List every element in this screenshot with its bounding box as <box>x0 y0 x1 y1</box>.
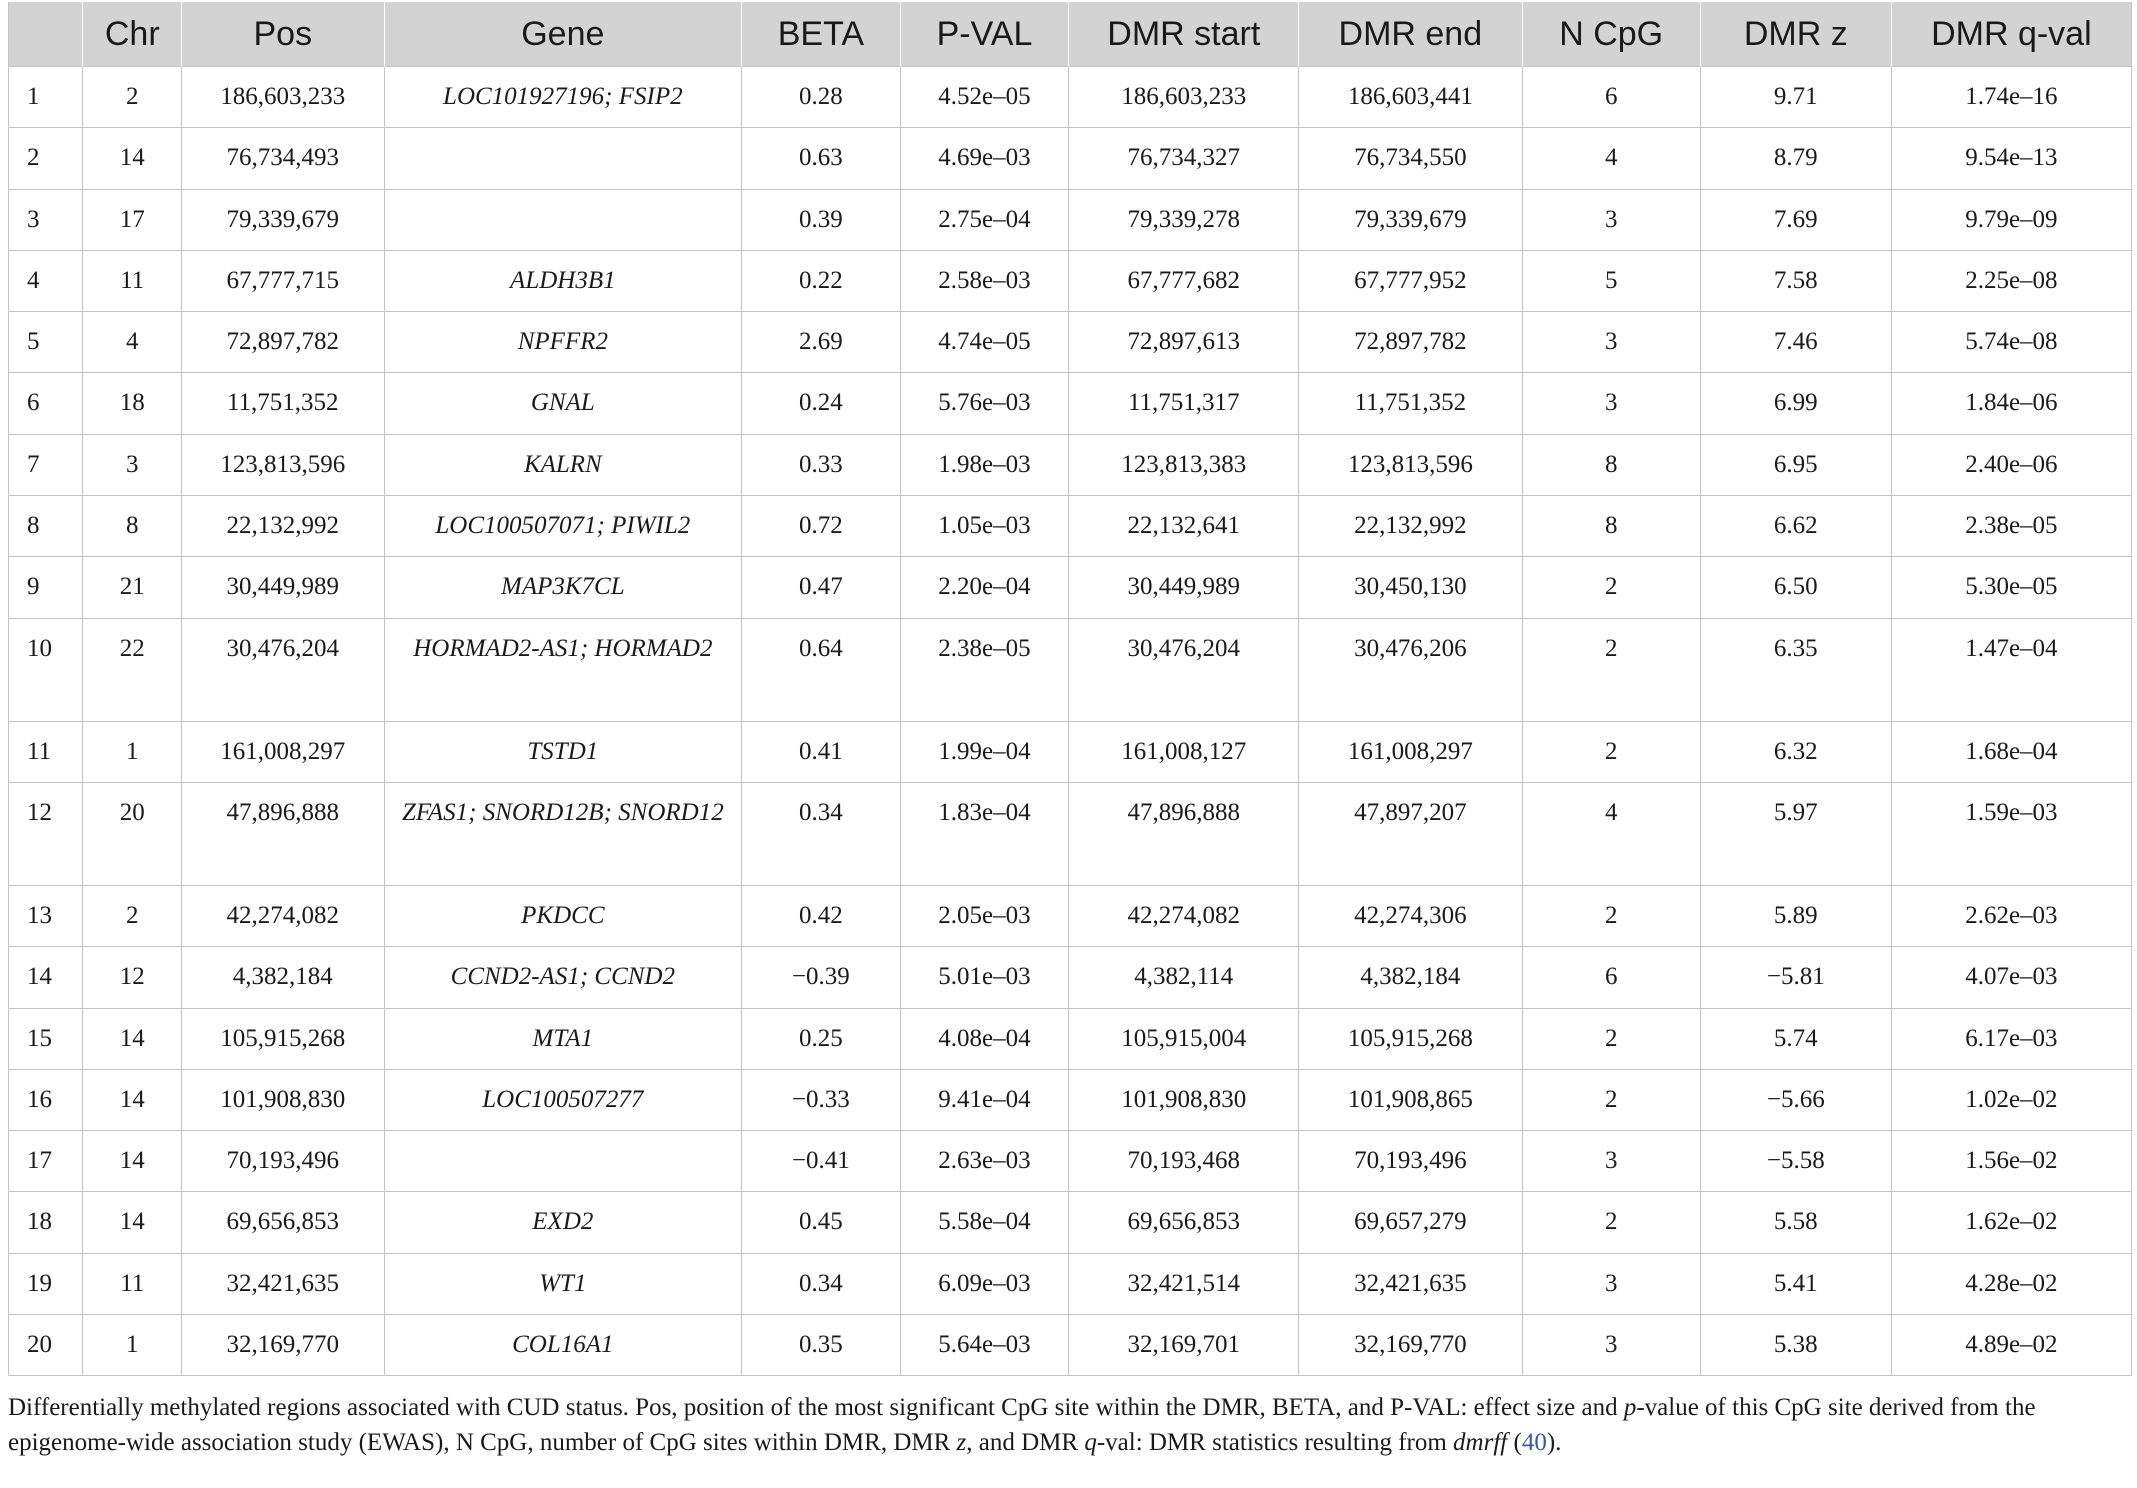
beta-cell: 0.42 <box>742 885 900 946</box>
row-index-cell: 15 <box>9 1008 83 1069</box>
table-row <box>9 1069 2132 1130</box>
pos-cell: 4,382,184 <box>182 947 384 1008</box>
column-header: Gene <box>384 2 742 67</box>
pval-cell: 5.76e–03 <box>900 373 1069 434</box>
table-row <box>9 1315 2132 1376</box>
beta-cell: 0.34 <box>742 782 900 885</box>
n-cpg-cell: 3 <box>1522 373 1700 434</box>
dmr-qval-cell: 9.54e–13 <box>1891 128 2131 189</box>
dmr-start-cell: 67,777,682 <box>1069 250 1299 311</box>
pval-cell: 2.38e–05 <box>900 618 1069 721</box>
pval-cell: 5.64e–03 <box>900 1315 1069 1376</box>
dmr-z-cell: 5.97 <box>1700 782 1891 885</box>
gene-cell: EXD2 <box>384 1192 742 1253</box>
dmr-z-cell: 5.74 <box>1700 1008 1891 1069</box>
pval-cell: 5.58e–04 <box>900 1192 1069 1253</box>
pos-cell: 22,132,992 <box>182 496 384 557</box>
gene-cell <box>384 1131 742 1192</box>
beta-cell: 0.35 <box>742 1315 900 1376</box>
chr-cell: 22 <box>83 618 182 721</box>
dmr-end-cell: 123,813,596 <box>1299 434 1522 495</box>
table-row <box>9 373 2132 434</box>
dmr-start-cell: 30,476,204 <box>1069 618 1299 721</box>
gene-cell: MTA1 <box>384 1008 742 1069</box>
row-index-cell: 2 <box>9 128 83 189</box>
gene-cell: LOC101927196; FSIP2 <box>384 67 742 128</box>
dmr-qval-cell: 2.25e–08 <box>1891 250 2131 311</box>
dmr-z-cell: 6.35 <box>1700 618 1891 721</box>
gene-cell: LOC100507071; PIWIL2 <box>384 496 742 557</box>
dmr-start-cell: 4,382,114 <box>1069 947 1299 1008</box>
pos-cell: 47,896,888 <box>182 782 384 885</box>
dmr-qval-cell: 5.30e–05 <box>1891 557 2131 618</box>
dmr-end-cell: 32,169,770 <box>1299 1315 1522 1376</box>
table-row <box>9 250 2132 311</box>
caption-text: -val: DMR statistics resulting from <box>1096 1429 1454 1457</box>
column-header: DMR z <box>1700 2 1891 67</box>
beta-cell: 0.47 <box>742 557 900 618</box>
row-index-cell: 5 <box>9 312 83 373</box>
gene-cell: WT1 <box>384 1253 742 1314</box>
table-row <box>9 947 2132 1008</box>
n-cpg-cell: 2 <box>1522 885 1700 946</box>
pval-cell: 2.75e–04 <box>900 189 1069 250</box>
chr-cell: 4 <box>83 312 182 373</box>
pval-cell: 1.05e–03 <box>900 496 1069 557</box>
dmr-start-cell: 47,896,888 <box>1069 782 1299 885</box>
n-cpg-cell: 3 <box>1522 312 1700 373</box>
dmr-qval-cell: 1.62e–02 <box>1891 1192 2131 1253</box>
beta-cell: 0.41 <box>742 721 900 782</box>
dmr-z-cell: 5.41 <box>1700 1253 1891 1314</box>
dmr-z-cell: 5.38 <box>1700 1315 1891 1376</box>
chr-cell: 18 <box>83 373 182 434</box>
chr-cell: 20 <box>83 782 182 885</box>
n-cpg-cell: 2 <box>1522 1069 1700 1130</box>
pval-cell: 1.83e–04 <box>900 782 1069 885</box>
row-index-cell: 4 <box>9 250 83 311</box>
table-row <box>9 721 2132 782</box>
pos-cell: 72,897,782 <box>182 312 384 373</box>
table-caption <box>8 1390 2132 1460</box>
table-body <box>9 67 2132 1376</box>
column-header: DMR q-val <box>1891 2 2131 67</box>
dmr-start-cell: 186,603,233 <box>1069 67 1299 128</box>
dmr-start-cell: 11,751,317 <box>1069 373 1299 434</box>
table-row <box>9 618 2132 721</box>
row-index-cell: 14 <box>9 947 83 1008</box>
table-row <box>9 434 2132 495</box>
pval-cell: 4.74e–05 <box>900 312 1069 373</box>
dmr-end-cell: 186,603,441 <box>1299 67 1522 128</box>
row-index-cell: 19 <box>9 1253 83 1314</box>
dmr-end-cell: 69,657,279 <box>1299 1192 1522 1253</box>
pval-cell: 1.99e–04 <box>900 721 1069 782</box>
n-cpg-cell: 2 <box>1522 1008 1700 1069</box>
chr-cell: 8 <box>83 496 182 557</box>
pval-cell: 4.69e–03 <box>900 128 1069 189</box>
pval-cell: 9.41e–04 <box>900 1069 1069 1130</box>
pval-cell: 6.09e–03 <box>900 1253 1069 1314</box>
row-index-cell: 20 <box>9 1315 83 1376</box>
dmr-z-cell: 6.95 <box>1700 434 1891 495</box>
gene-cell <box>384 128 742 189</box>
beta-cell: 0.64 <box>742 618 900 721</box>
n-cpg-cell: 5 <box>1522 250 1700 311</box>
chr-cell: 12 <box>83 947 182 1008</box>
chr-cell: 14 <box>83 1069 182 1130</box>
gene-cell: COL16A1 <box>384 1315 742 1376</box>
pval-cell: 2.63e–03 <box>900 1131 1069 1192</box>
dmr-qval-cell: 2.40e–06 <box>1891 434 2131 495</box>
dmr-z-cell: 5.89 <box>1700 885 1891 946</box>
dmr-z-cell: 7.46 <box>1700 312 1891 373</box>
column-header: Chr <box>83 2 182 67</box>
gene-cell: CCND2-AS1; CCND2 <box>384 947 742 1008</box>
chr-cell: 14 <box>83 1192 182 1253</box>
row-index-cell: 10 <box>9 618 83 721</box>
pos-cell: 101,908,830 <box>182 1069 384 1130</box>
reference-link[interactable]: 40 <box>1521 1429 1547 1457</box>
table-row <box>9 189 2132 250</box>
pos-cell: 186,603,233 <box>182 67 384 128</box>
column-header: BETA <box>742 2 900 67</box>
dmr-start-cell: 72,897,613 <box>1069 312 1299 373</box>
n-cpg-cell: 4 <box>1522 128 1700 189</box>
dmr-qval-cell: 1.68e–04 <box>1891 721 2131 782</box>
gene-cell <box>384 189 742 250</box>
dmr-qval-cell: 1.56e–02 <box>1891 1131 2131 1192</box>
dmr-qval-cell: 5.74e–08 <box>1891 312 2131 373</box>
table-row <box>9 885 2132 946</box>
n-cpg-cell: 3 <box>1522 1131 1700 1192</box>
dmr-z-cell: 6.50 <box>1700 557 1891 618</box>
column-header: Pos <box>182 2 384 67</box>
pos-cell: 79,339,679 <box>182 189 384 250</box>
dmr-start-cell: 69,656,853 <box>1069 1192 1299 1253</box>
row-index-cell: 18 <box>9 1192 83 1253</box>
n-cpg-cell: 4 <box>1522 782 1700 885</box>
dmr-z-cell: −5.81 <box>1700 947 1891 1008</box>
pos-cell: 67,777,715 <box>182 250 384 311</box>
pos-cell: 32,169,770 <box>182 1315 384 1376</box>
dmr-end-cell: 70,193,496 <box>1299 1131 1522 1192</box>
table-row <box>9 1131 2132 1192</box>
beta-cell: 0.22 <box>742 250 900 311</box>
gene-cell: NPFFR2 <box>384 312 742 373</box>
row-index-cell: 3 <box>9 189 83 250</box>
gene-cell: MAP3K7CL <box>384 557 742 618</box>
dmr-end-cell: 11,751,352 <box>1299 373 1522 434</box>
dmr-qval-cell: 6.17e–03 <box>1891 1008 2131 1069</box>
caption-text: , and DMR <box>966 1429 1085 1457</box>
dmr-end-cell: 101,908,865 <box>1299 1069 1522 1130</box>
dmr-start-cell: 22,132,641 <box>1069 496 1299 557</box>
n-cpg-cell: 8 <box>1522 496 1700 557</box>
column-header: P-VAL <box>900 2 1069 67</box>
n-cpg-cell: 2 <box>1522 1192 1700 1253</box>
row-index-cell: 16 <box>9 1069 83 1130</box>
dmr-qval-cell: 2.38e–05 <box>1891 496 2131 557</box>
chr-cell: 3 <box>83 434 182 495</box>
pval-cell: 5.01e–03 <box>900 947 1069 1008</box>
table-row <box>9 312 2132 373</box>
dmr-z-cell: 8.79 <box>1700 128 1891 189</box>
pos-cell: 32,421,635 <box>182 1253 384 1314</box>
beta-cell: −0.39 <box>742 947 900 1008</box>
column-header: DMR end <box>1299 2 1522 67</box>
pval-cell: 1.98e–03 <box>900 434 1069 495</box>
pos-cell: 123,813,596 <box>182 434 384 495</box>
dmr-z-cell: 6.99 <box>1700 373 1891 434</box>
dmr-start-cell: 70,193,468 <box>1069 1131 1299 1192</box>
dmr-qval-cell: 9.79e–09 <box>1891 189 2131 250</box>
caption-tool-name: dmrff <box>1453 1429 1508 1457</box>
n-cpg-cell: 6 <box>1522 947 1700 1008</box>
dmr-end-cell: 30,476,206 <box>1299 618 1522 721</box>
dmr-start-cell: 161,008,127 <box>1069 721 1299 782</box>
gene-cell: PKDCC <box>384 885 742 946</box>
n-cpg-cell: 3 <box>1522 1315 1700 1376</box>
table-row <box>9 67 2132 128</box>
table-row <box>9 128 2132 189</box>
row-index-cell: 12 <box>9 782 83 885</box>
dmr-end-cell: 161,008,297 <box>1299 721 1522 782</box>
dmr-qval-cell: 1.47e–04 <box>1891 618 2131 721</box>
pos-cell: 76,734,493 <box>182 128 384 189</box>
beta-cell: 0.34 <box>742 1253 900 1314</box>
dmr-z-cell: 7.58 <box>1700 250 1891 311</box>
table-row <box>9 1008 2132 1069</box>
beta-cell: 0.25 <box>742 1008 900 1069</box>
pos-cell: 30,476,204 <box>182 618 384 721</box>
dmr-z-cell: 5.58 <box>1700 1192 1891 1253</box>
dmr-start-cell: 101,908,830 <box>1069 1069 1299 1130</box>
beta-cell: 0.45 <box>742 1192 900 1253</box>
row-index-cell: 1 <box>9 67 83 128</box>
table-row <box>9 1192 2132 1253</box>
n-cpg-cell: 8 <box>1522 434 1700 495</box>
caption-text: Differentially methylated regions associated with CUD status. Pos, position of the most significant CpG site within the DMR, BETA, and P-VAL: effect size and <box>8 1394 1624 1422</box>
n-cpg-cell: 2 <box>1522 557 1700 618</box>
dmr-z-cell: −5.66 <box>1700 1069 1891 1130</box>
row-index-cell: 11 <box>9 721 83 782</box>
column-header: N CpG <box>1522 2 1700 67</box>
gene-cell: LOC100507277 <box>384 1069 742 1130</box>
table-row <box>9 496 2132 557</box>
chr-cell: 2 <box>83 885 182 946</box>
dmr-start-cell: 105,915,004 <box>1069 1008 1299 1069</box>
table-row <box>9 557 2132 618</box>
dmr-qval-cell: 1.74e–16 <box>1891 67 2131 128</box>
n-cpg-cell: 3 <box>1522 1253 1700 1314</box>
dmr-start-cell: 76,734,327 <box>1069 128 1299 189</box>
n-cpg-cell: 2 <box>1522 721 1700 782</box>
dmr-end-cell: 22,132,992 <box>1299 496 1522 557</box>
caption-z-italic: z <box>956 1429 967 1457</box>
dmr-z-cell: 7.69 <box>1700 189 1891 250</box>
n-cpg-cell: 2 <box>1522 618 1700 721</box>
dmr-end-cell: 30,450,130 <box>1299 557 1522 618</box>
pos-cell: 70,193,496 <box>182 1131 384 1192</box>
pval-cell: 2.05e–03 <box>900 885 1069 946</box>
beta-cell: 0.63 <box>742 128 900 189</box>
chr-cell: 21 <box>83 557 182 618</box>
dmr-end-cell: 32,421,635 <box>1299 1253 1522 1314</box>
dmr-start-cell: 32,421,514 <box>1069 1253 1299 1314</box>
pos-cell: 69,656,853 <box>182 1192 384 1253</box>
pos-cell: 161,008,297 <box>182 721 384 782</box>
beta-cell: 0.33 <box>742 434 900 495</box>
row-index-cell: 13 <box>9 885 83 946</box>
pval-cell: 4.52e–05 <box>900 67 1069 128</box>
dmr-qval-cell: 4.07e–03 <box>1891 947 2131 1008</box>
pval-cell: 4.08e–04 <box>900 1008 1069 1069</box>
beta-cell: 0.24 <box>742 373 900 434</box>
dmr-z-cell: 6.32 <box>1700 721 1891 782</box>
dmr-qval-cell: 1.84e–06 <box>1891 373 2131 434</box>
dmr-end-cell: 42,274,306 <box>1299 885 1522 946</box>
row-index-cell: 8 <box>9 496 83 557</box>
dmr-qval-cell: 1.59e–03 <box>1891 782 2131 885</box>
header-row <box>9 2 2132 67</box>
caption-text: ( <box>1507 1429 1522 1457</box>
chr-cell: 14 <box>83 1008 182 1069</box>
beta-cell: −0.33 <box>742 1069 900 1130</box>
dmr-z-cell: 6.62 <box>1700 496 1891 557</box>
beta-cell: 0.28 <box>742 67 900 128</box>
chr-cell: 11 <box>83 1253 182 1314</box>
dmr-end-cell: 4,382,184 <box>1299 947 1522 1008</box>
n-cpg-cell: 6 <box>1522 67 1700 128</box>
dmr-start-cell: 32,169,701 <box>1069 1315 1299 1376</box>
dmr-start-cell: 42,274,082 <box>1069 885 1299 946</box>
dmr-qval-cell: 1.02e–02 <box>1891 1069 2131 1130</box>
dmr-end-cell: 72,897,782 <box>1299 312 1522 373</box>
chr-cell: 1 <box>83 721 182 782</box>
chr-cell: 2 <box>83 67 182 128</box>
dmr-start-cell: 79,339,278 <box>1069 189 1299 250</box>
dmr-end-cell: 76,734,550 <box>1299 128 1522 189</box>
dmr-z-cell: 9.71 <box>1700 67 1891 128</box>
n-cpg-cell: 3 <box>1522 189 1700 250</box>
chr-cell: 1 <box>83 1315 182 1376</box>
table-row <box>9 1253 2132 1314</box>
table-header <box>9 2 2132 67</box>
pval-cell: 2.20e–04 <box>900 557 1069 618</box>
beta-cell: 0.39 <box>742 189 900 250</box>
table-row <box>9 782 2132 885</box>
dmr-qval-cell: 4.28e–02 <box>1891 1253 2131 1314</box>
beta-cell: 0.72 <box>742 496 900 557</box>
caption-q-italic: q <box>1084 1429 1097 1457</box>
gene-cell: GNAL <box>384 373 742 434</box>
dmr-end-cell: 105,915,268 <box>1299 1008 1522 1069</box>
dmr-end-cell: 47,897,207 <box>1299 782 1522 885</box>
chr-cell: 14 <box>83 128 182 189</box>
chr-cell: 17 <box>83 189 182 250</box>
dmr-end-cell: 79,339,679 <box>1299 189 1522 250</box>
caption-text: ). <box>1546 1429 1562 1457</box>
caption-p-italic: p <box>1623 1394 1637 1422</box>
row-index-cell: 17 <box>9 1131 83 1192</box>
caption-text: -value of this CpG site derived from the epigenome-wide association study (EWAS), N CpG, number of CpG sites within DMR, DMR <box>8 1394 2036 1457</box>
dmr-z-cell: −5.58 <box>1700 1131 1891 1192</box>
beta-cell: 2.69 <box>742 312 900 373</box>
pos-cell: 30,449,989 <box>182 557 384 618</box>
row-index-cell: 9 <box>9 557 83 618</box>
row-index-cell: 7 <box>9 434 83 495</box>
dmr-qval-cell: 2.62e–03 <box>1891 885 2131 946</box>
chr-cell: 11 <box>83 250 182 311</box>
dmr-start-cell: 123,813,383 <box>1069 434 1299 495</box>
dmr-table <box>8 2 2132 1376</box>
gene-cell: HORMAD2-AS1; HORMAD2 <box>384 618 742 721</box>
gene-cell: ALDH3B1 <box>384 250 742 311</box>
column-header: DMR start <box>1069 2 1299 67</box>
pos-cell: 11,751,352 <box>182 373 384 434</box>
pval-cell: 2.58e–03 <box>900 250 1069 311</box>
gene-cell: TSTD1 <box>384 721 742 782</box>
beta-cell: −0.41 <box>742 1131 900 1192</box>
gene-cell: KALRN <box>384 434 742 495</box>
column-header <box>9 2 83 67</box>
gene-cell: ZFAS1; SNORD12B; SNORD12 <box>384 782 742 885</box>
chr-cell: 14 <box>83 1131 182 1192</box>
dmr-start-cell: 30,449,989 <box>1069 557 1299 618</box>
dmr-qval-cell: 4.89e–02 <box>1891 1315 2131 1376</box>
pos-cell: 42,274,082 <box>182 885 384 946</box>
table-page <box>8 2 2132 1460</box>
pos-cell: 105,915,268 <box>182 1008 384 1069</box>
dmr-end-cell: 67,777,952 <box>1299 250 1522 311</box>
row-index-cell: 6 <box>9 373 83 434</box>
